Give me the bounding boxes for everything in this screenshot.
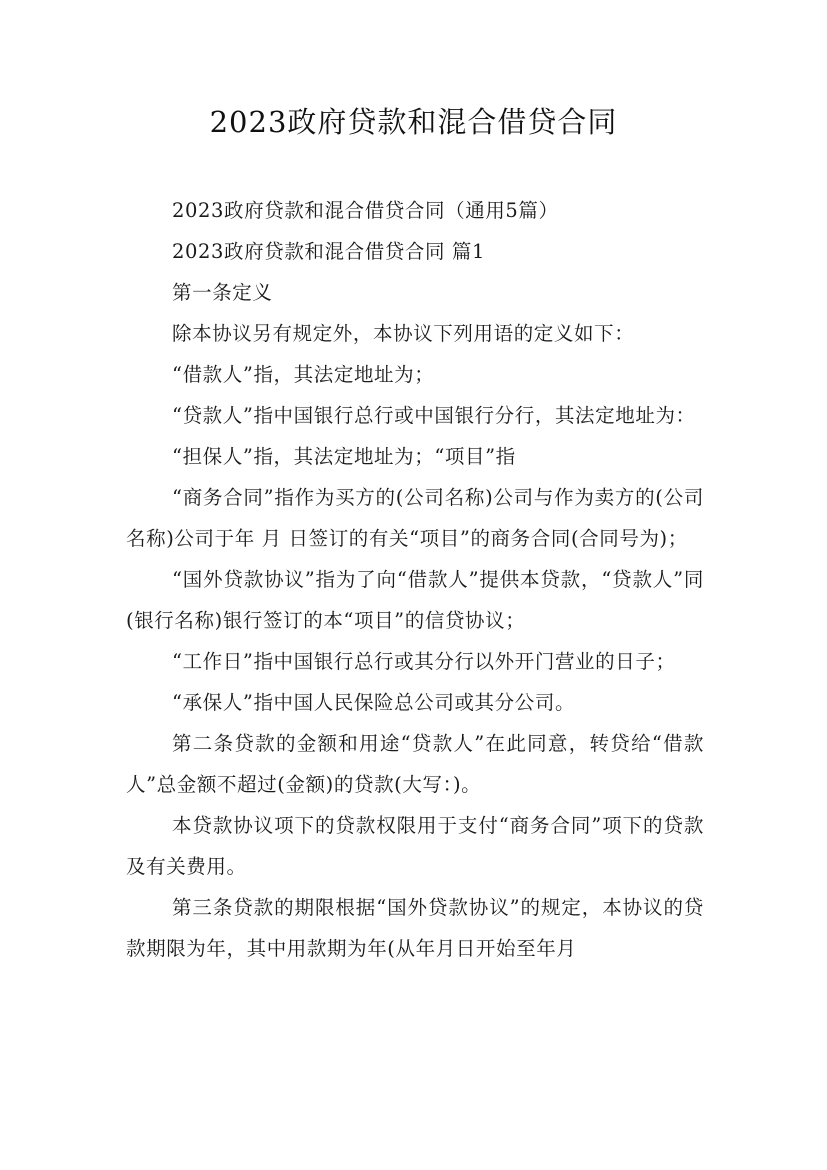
paragraph-guarantor-definition: “担保人”指，其法定地址为；“项目”指 — [172, 445, 516, 468]
paragraph-article-1-heading: 第一条定义 — [172, 281, 273, 304]
paragraph-commercial-contract-definition: “商务合同”指作为买方的(公司名称)公司与作为卖方的(公司名称)公司于年 月 日签订的有关“项目”的商务合同(合同号为)； — [126, 486, 704, 550]
paragraph-subtitle: 2023政府贷款和混合借贷合同（通用5篇） — [172, 199, 559, 222]
paragraph-definitions-intro: 除本协议另有规定外，本协议下列用语的定义如下： — [172, 322, 635, 345]
paragraph-foreign-loan-agreement-definition: “国外贷款协议”指为了向“借款人”提供本贷款，“贷款人”同(银行名称)银行签订的本“项目”的信贷协议； — [126, 568, 704, 632]
paragraph-borrower-definition: “借款人”指，其法定地址为； — [172, 363, 435, 386]
paragraph-article-2: 第二条贷款的金额和用途“贷款人”在此同意，转贷给“借款人”总金额不超过(金额)的贷款(大写：)。 — [126, 732, 704, 796]
document-body — [126, 190, 704, 969]
paragraph-part-heading: 2023政府贷款和混合借贷合同 篇1 — [172, 240, 486, 263]
paragraph-loan-purpose: 本贷款协议项下的贷款权限用于支付“商务合同”项下的贷款及有关费用。 — [126, 814, 704, 878]
paragraph-article-3: 第三条贷款的期限根据“国外贷款协议”的规定，本协议的贷款期限为年，其中用款期为年(从年月日开始至年月 — [126, 896, 704, 960]
paragraph-lender-definition: “贷款人”指中国银行总行或中国银行分行，其法定地址为： — [172, 404, 696, 427]
document-title: 2023政府贷款和混合借贷合同 — [209, 105, 618, 139]
paragraph-working-day-definition: “工作日”指中国银行总行或其分行以外开门营业的日子； — [172, 650, 676, 673]
paragraph-insurer-definition: “承保人”指中国人民保险总公司或其分公司。 — [172, 691, 576, 714]
